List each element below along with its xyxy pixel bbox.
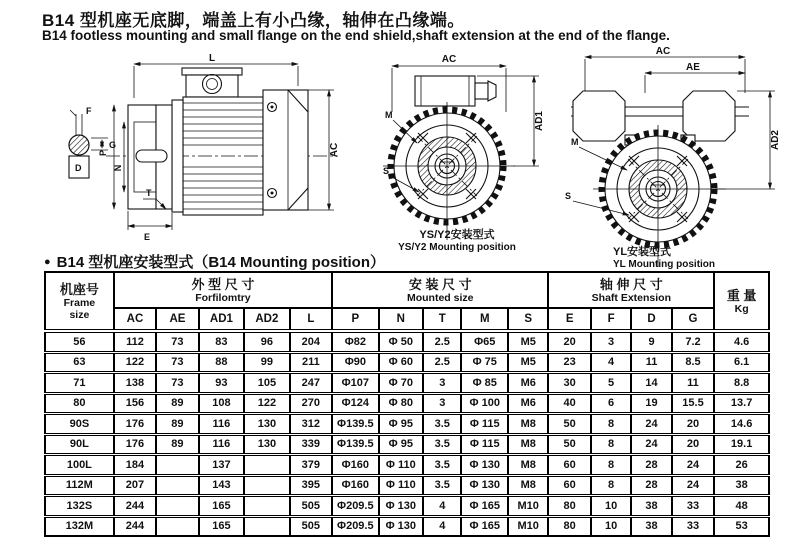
value-cell: 130 [244, 434, 289, 455]
value-cell: 143 [199, 475, 244, 496]
frame-size-cell: 100L [45, 455, 114, 476]
value-cell: M8 [508, 455, 548, 476]
col-header-d: D [631, 308, 671, 331]
value-cell: Φ 60 [379, 352, 423, 373]
shaft-dims-header-zh: 轴 伸 尺 寸 [599, 276, 663, 292]
yl-caption-en: YL Mounting position [613, 259, 716, 270]
weight-header-zh: 重 量 [726, 287, 757, 303]
value-cell: 116 [199, 434, 244, 455]
value-cell: 211 [290, 352, 332, 373]
terminal-box [415, 76, 496, 106]
value-cell: Φ209.5 [332, 516, 379, 536]
frame-size-header-en2: size [69, 308, 90, 321]
value-cell: Φ65 [461, 331, 508, 352]
dim-AE [645, 62, 745, 93]
value-cell: 244 [114, 516, 156, 536]
value-cell: 11 [672, 373, 715, 394]
value-cell [156, 455, 198, 476]
value-cell: 2.5 [423, 352, 461, 373]
mounted-dims-header-en: Mounted size [406, 291, 474, 304]
frame-size-header-zh: 机座号 [59, 281, 99, 297]
value-cell: 99 [244, 352, 289, 373]
value-cell: 73 [156, 331, 198, 352]
value-cell: Φ 165 [461, 496, 508, 517]
value-cell: 50 [548, 434, 590, 455]
value-cell: 96 [244, 331, 289, 352]
value-cell: 14 [631, 373, 671, 394]
table-row [45, 393, 769, 414]
value-cell: 4 [423, 516, 461, 536]
value-cell: 40 [548, 393, 590, 414]
table-row [45, 434, 769, 455]
frame-size-cell: 112M [45, 475, 114, 496]
value-cell: 4 [423, 496, 461, 517]
outline-dims-header [114, 272, 332, 308]
value-cell: 48 [714, 496, 769, 517]
dim-AC [585, 46, 745, 93]
value-cell: 105 [244, 373, 289, 394]
value-cell: 24 [631, 414, 671, 435]
col-header-m: M [461, 308, 508, 331]
value-cell: Φ 130 [461, 475, 508, 496]
col-header-f: F [591, 308, 631, 331]
value-cell: 4 [591, 352, 631, 373]
table-row [45, 352, 769, 373]
value-cell: 5 [591, 373, 631, 394]
value-cell: Φ160 [332, 475, 379, 496]
value-cell: 53 [714, 516, 769, 536]
value-cell: 108 [199, 393, 244, 414]
value-cell: 122 [244, 393, 289, 414]
value-cell [156, 475, 198, 496]
ys-y2-view-diagram [383, 50, 578, 258]
rear-housing [263, 90, 308, 210]
dim-label-ae: AE [686, 62, 700, 73]
side-view-diagram [46, 50, 346, 246]
value-cell: 10 [591, 496, 631, 517]
value-cell: 247 [290, 373, 332, 394]
value-cell: 28 [631, 455, 671, 476]
value-cell: 20 [672, 414, 715, 435]
value-cell: 505 [290, 516, 332, 536]
page-title-en: B14 footless mounting and small flange on the end shield,shaft extension at the end of the flange. [42, 28, 670, 43]
value-cell: 26 [714, 455, 769, 476]
value-cell: 312 [290, 414, 332, 435]
value-cell: 89 [156, 434, 198, 455]
shaft-dims-header [548, 272, 714, 308]
value-cell: Φ209.5 [332, 496, 379, 517]
page-title-zh: B14 型机座无底脚，端盖上有小凸缘，轴伸在凸缘端。 [42, 11, 465, 30]
frame-size-cell: 71 [45, 373, 114, 394]
value-cell: 3 [423, 393, 461, 414]
value-cell: 24 [672, 475, 715, 496]
frame-size-cell: 132M [45, 516, 114, 536]
table-row [45, 475, 769, 496]
value-cell: 204 [290, 331, 332, 352]
value-cell: 379 [290, 455, 332, 476]
value-cell: Φ 115 [461, 414, 508, 435]
value-cell: 505 [290, 496, 332, 517]
value-cell: Φ 95 [379, 414, 423, 435]
value-cell: 3.5 [423, 434, 461, 455]
value-cell: M8 [508, 434, 548, 455]
value-cell: 137 [199, 455, 244, 476]
weight-header-en: Kg [734, 302, 749, 315]
dim-label-p: P [98, 149, 108, 157]
col-header-ad2: AD2 [244, 308, 289, 331]
value-cell: 156 [114, 393, 156, 414]
value-cell: 73 [156, 373, 198, 394]
value-cell: 38 [631, 496, 671, 517]
value-cell: M10 [508, 496, 548, 517]
value-cell: 176 [114, 434, 156, 455]
table-row [45, 516, 769, 536]
value-cell: Φ 75 [461, 352, 508, 373]
col-header-e: E [548, 308, 590, 331]
value-cell: Φ 100 [461, 393, 508, 414]
value-cell: Φ 110 [379, 475, 423, 496]
frame-size-cell: 56 [45, 331, 114, 352]
value-cell: 7.2 [672, 331, 715, 352]
value-cell: 93 [199, 373, 244, 394]
value-cell: 3 [423, 373, 461, 394]
value-cell: 3.5 [423, 414, 461, 435]
value-cell: Φ124 [332, 393, 379, 414]
ys-caption-en: YS/Y2 Mounting position [398, 242, 516, 253]
value-cell: 89 [156, 414, 198, 435]
value-cell [156, 516, 198, 536]
dim-label-s: S [565, 191, 572, 201]
value-cell: 20 [672, 434, 715, 455]
value-cell: 270 [290, 393, 332, 414]
value-cell: 165 [199, 496, 244, 517]
motor-front [383, 102, 515, 240]
value-cell: 15.5 [672, 393, 715, 414]
value-cell: Φ82 [332, 331, 379, 352]
value-cell: Φ 165 [461, 516, 508, 536]
value-cell: Φ90 [332, 352, 379, 373]
dim-label-ac: AC [329, 142, 340, 158]
table-row [45, 373, 769, 394]
value-cell: 8 [591, 455, 631, 476]
value-cell: Φ139.5 [332, 414, 379, 435]
value-cell: 50 [548, 414, 590, 435]
frame-size-header-en1: Frame [63, 296, 96, 309]
value-cell [244, 516, 289, 536]
frame-size-header [45, 272, 114, 331]
value-cell: 8 [591, 475, 631, 496]
dim-label-e: E [143, 232, 151, 242]
value-cell: 88 [199, 352, 244, 373]
frame-size-cell: 90L [45, 434, 114, 455]
weight-header [714, 272, 769, 331]
value-cell: 24 [672, 455, 715, 476]
value-cell: 38 [631, 516, 671, 536]
value-cell: 3 [591, 331, 631, 352]
dim-P-N [98, 105, 124, 209]
table-body [45, 331, 769, 536]
dim-label-l: L [208, 53, 216, 64]
table-row [45, 414, 769, 435]
value-cell: 30 [548, 373, 590, 394]
value-cell: 184 [114, 455, 156, 476]
dim-label-ad1: AD1 [534, 110, 545, 132]
value-cell: 207 [114, 475, 156, 496]
frame-size-cell: 63 [45, 352, 114, 373]
dim-label-s: S [383, 166, 390, 176]
col-header-t: T [423, 308, 461, 331]
value-cell: 13.7 [714, 393, 769, 414]
outline-dims-header-en: Forfilomtry [195, 291, 251, 304]
dim-label-f: F [86, 106, 92, 116]
dim-label-m: M [385, 110, 393, 120]
frame-size-cell: 90S [45, 414, 114, 435]
value-cell: 80 [548, 516, 590, 536]
section-title-text: B14 型机座安装型式（B14 Mounting position） [56, 254, 385, 271]
col-header-ae: AE [156, 308, 198, 331]
value-cell: 9 [631, 331, 671, 352]
value-cell: 89 [156, 393, 198, 414]
terminal-box [182, 68, 242, 97]
col-header-l: L [290, 308, 332, 331]
value-cell: M8 [508, 414, 548, 435]
yl-view-diagram [563, 45, 798, 273]
value-cell: 395 [290, 475, 332, 496]
mounted-dims-header [332, 272, 548, 308]
value-cell: Φ 130 [461, 455, 508, 476]
col-header-s: S [508, 308, 548, 331]
ys-caption-zh: YS/Y2安装型式 [419, 229, 495, 241]
value-cell: 28 [631, 475, 671, 496]
value-cell: 339 [290, 434, 332, 455]
value-cell: Φ 85 [461, 373, 508, 394]
value-cell: M10 [508, 516, 548, 536]
value-cell: 6.1 [714, 352, 769, 373]
col-header-n: N [379, 308, 423, 331]
value-cell: Φ 130 [379, 516, 423, 536]
value-cell: 8.5 [672, 352, 715, 373]
dim-label-d: D [75, 163, 82, 173]
table-row [45, 496, 769, 517]
value-cell: 6 [591, 393, 631, 414]
value-cell: Φ160 [332, 455, 379, 476]
dim-label-m: M [571, 137, 579, 147]
value-cell [244, 475, 289, 496]
value-cell: 24 [631, 434, 671, 455]
section-title [44, 251, 385, 272]
value-cell: Φ 95 [379, 434, 423, 455]
value-cell: 38 [714, 475, 769, 496]
value-cell: 80 [548, 496, 590, 517]
flange [128, 100, 183, 212]
dim-label-t: T [146, 188, 152, 198]
value-cell [244, 455, 289, 476]
table-row [45, 455, 769, 476]
value-cell: Φ 110 [379, 455, 423, 476]
value-cell: 73 [156, 352, 198, 373]
value-cell: 4.6 [714, 331, 769, 352]
value-cell: 8 [591, 414, 631, 435]
value-cell: 122 [114, 352, 156, 373]
value-cell: M5 [508, 352, 548, 373]
value-cell: 130 [244, 414, 289, 435]
value-cell: Φ107 [332, 373, 379, 394]
col-header-ac: AC [114, 308, 156, 331]
value-cell: Φ 70 [379, 373, 423, 394]
value-cell [244, 496, 289, 517]
value-cell: M5 [508, 331, 548, 352]
value-cell: 10 [591, 516, 631, 536]
col-header-p: P [332, 308, 379, 331]
value-cell: Φ 50 [379, 331, 423, 352]
value-cell: 11 [631, 352, 671, 373]
outline-dims-header-zh: 外 型 尺 寸 [191, 276, 255, 292]
value-cell: 8.8 [714, 373, 769, 394]
dim-label-g: G [109, 140, 117, 150]
value-cell: 14.6 [714, 414, 769, 435]
value-cell: M6 [508, 393, 548, 414]
value-cell: 33 [672, 496, 715, 517]
value-cell: 19.1 [714, 434, 769, 455]
shaft-detail [69, 106, 116, 178]
value-cell: 176 [114, 414, 156, 435]
value-cell: 244 [114, 496, 156, 517]
value-cell [156, 496, 198, 517]
spec-table [44, 271, 770, 537]
value-cell: Φ 115 [461, 434, 508, 455]
dim-label-ad2: AD2 [770, 129, 781, 151]
value-cell: 33 [672, 516, 715, 536]
value-cell: M8 [508, 475, 548, 496]
value-cell: 3.5 [423, 455, 461, 476]
dim-label-n: N [113, 164, 123, 172]
dim-AC [308, 90, 340, 210]
value-cell: 8 [591, 434, 631, 455]
value-cell: 60 [548, 475, 590, 496]
value-cell: 20 [548, 331, 590, 352]
bullet-icon: ● [44, 256, 51, 268]
col-header-g: G [672, 308, 715, 331]
value-cell: 23 [548, 352, 590, 373]
value-cell: 116 [199, 414, 244, 435]
value-cell: 83 [199, 331, 244, 352]
value-cell: M6 [508, 373, 548, 394]
value-cell: Φ 80 [379, 393, 423, 414]
frame-size-cell: 80 [45, 393, 114, 414]
frame-size-cell: 132S [45, 496, 114, 517]
table-row [45, 331, 769, 352]
value-cell: 3.5 [423, 475, 461, 496]
col-header-ad1: AD1 [199, 308, 244, 331]
yl-caption-zh: YL安装型式 [613, 246, 672, 258]
value-cell: Φ139.5 [332, 434, 379, 455]
dim-label-ac: AC [441, 54, 457, 65]
shaft-dims-header-en: Shaft Extension [591, 291, 672, 304]
value-cell: 2.5 [423, 331, 461, 352]
value-cell: 19 [631, 393, 671, 414]
value-cell: 138 [114, 373, 156, 394]
dim-label-ac: AC [655, 46, 671, 57]
value-cell: 112 [114, 331, 156, 352]
value-cell: 60 [548, 455, 590, 476]
value-cell: 165 [199, 516, 244, 536]
value-cell: Φ 130 [379, 496, 423, 517]
mounted-dims-header-zh: 安 装 尺 寸 [408, 276, 472, 292]
